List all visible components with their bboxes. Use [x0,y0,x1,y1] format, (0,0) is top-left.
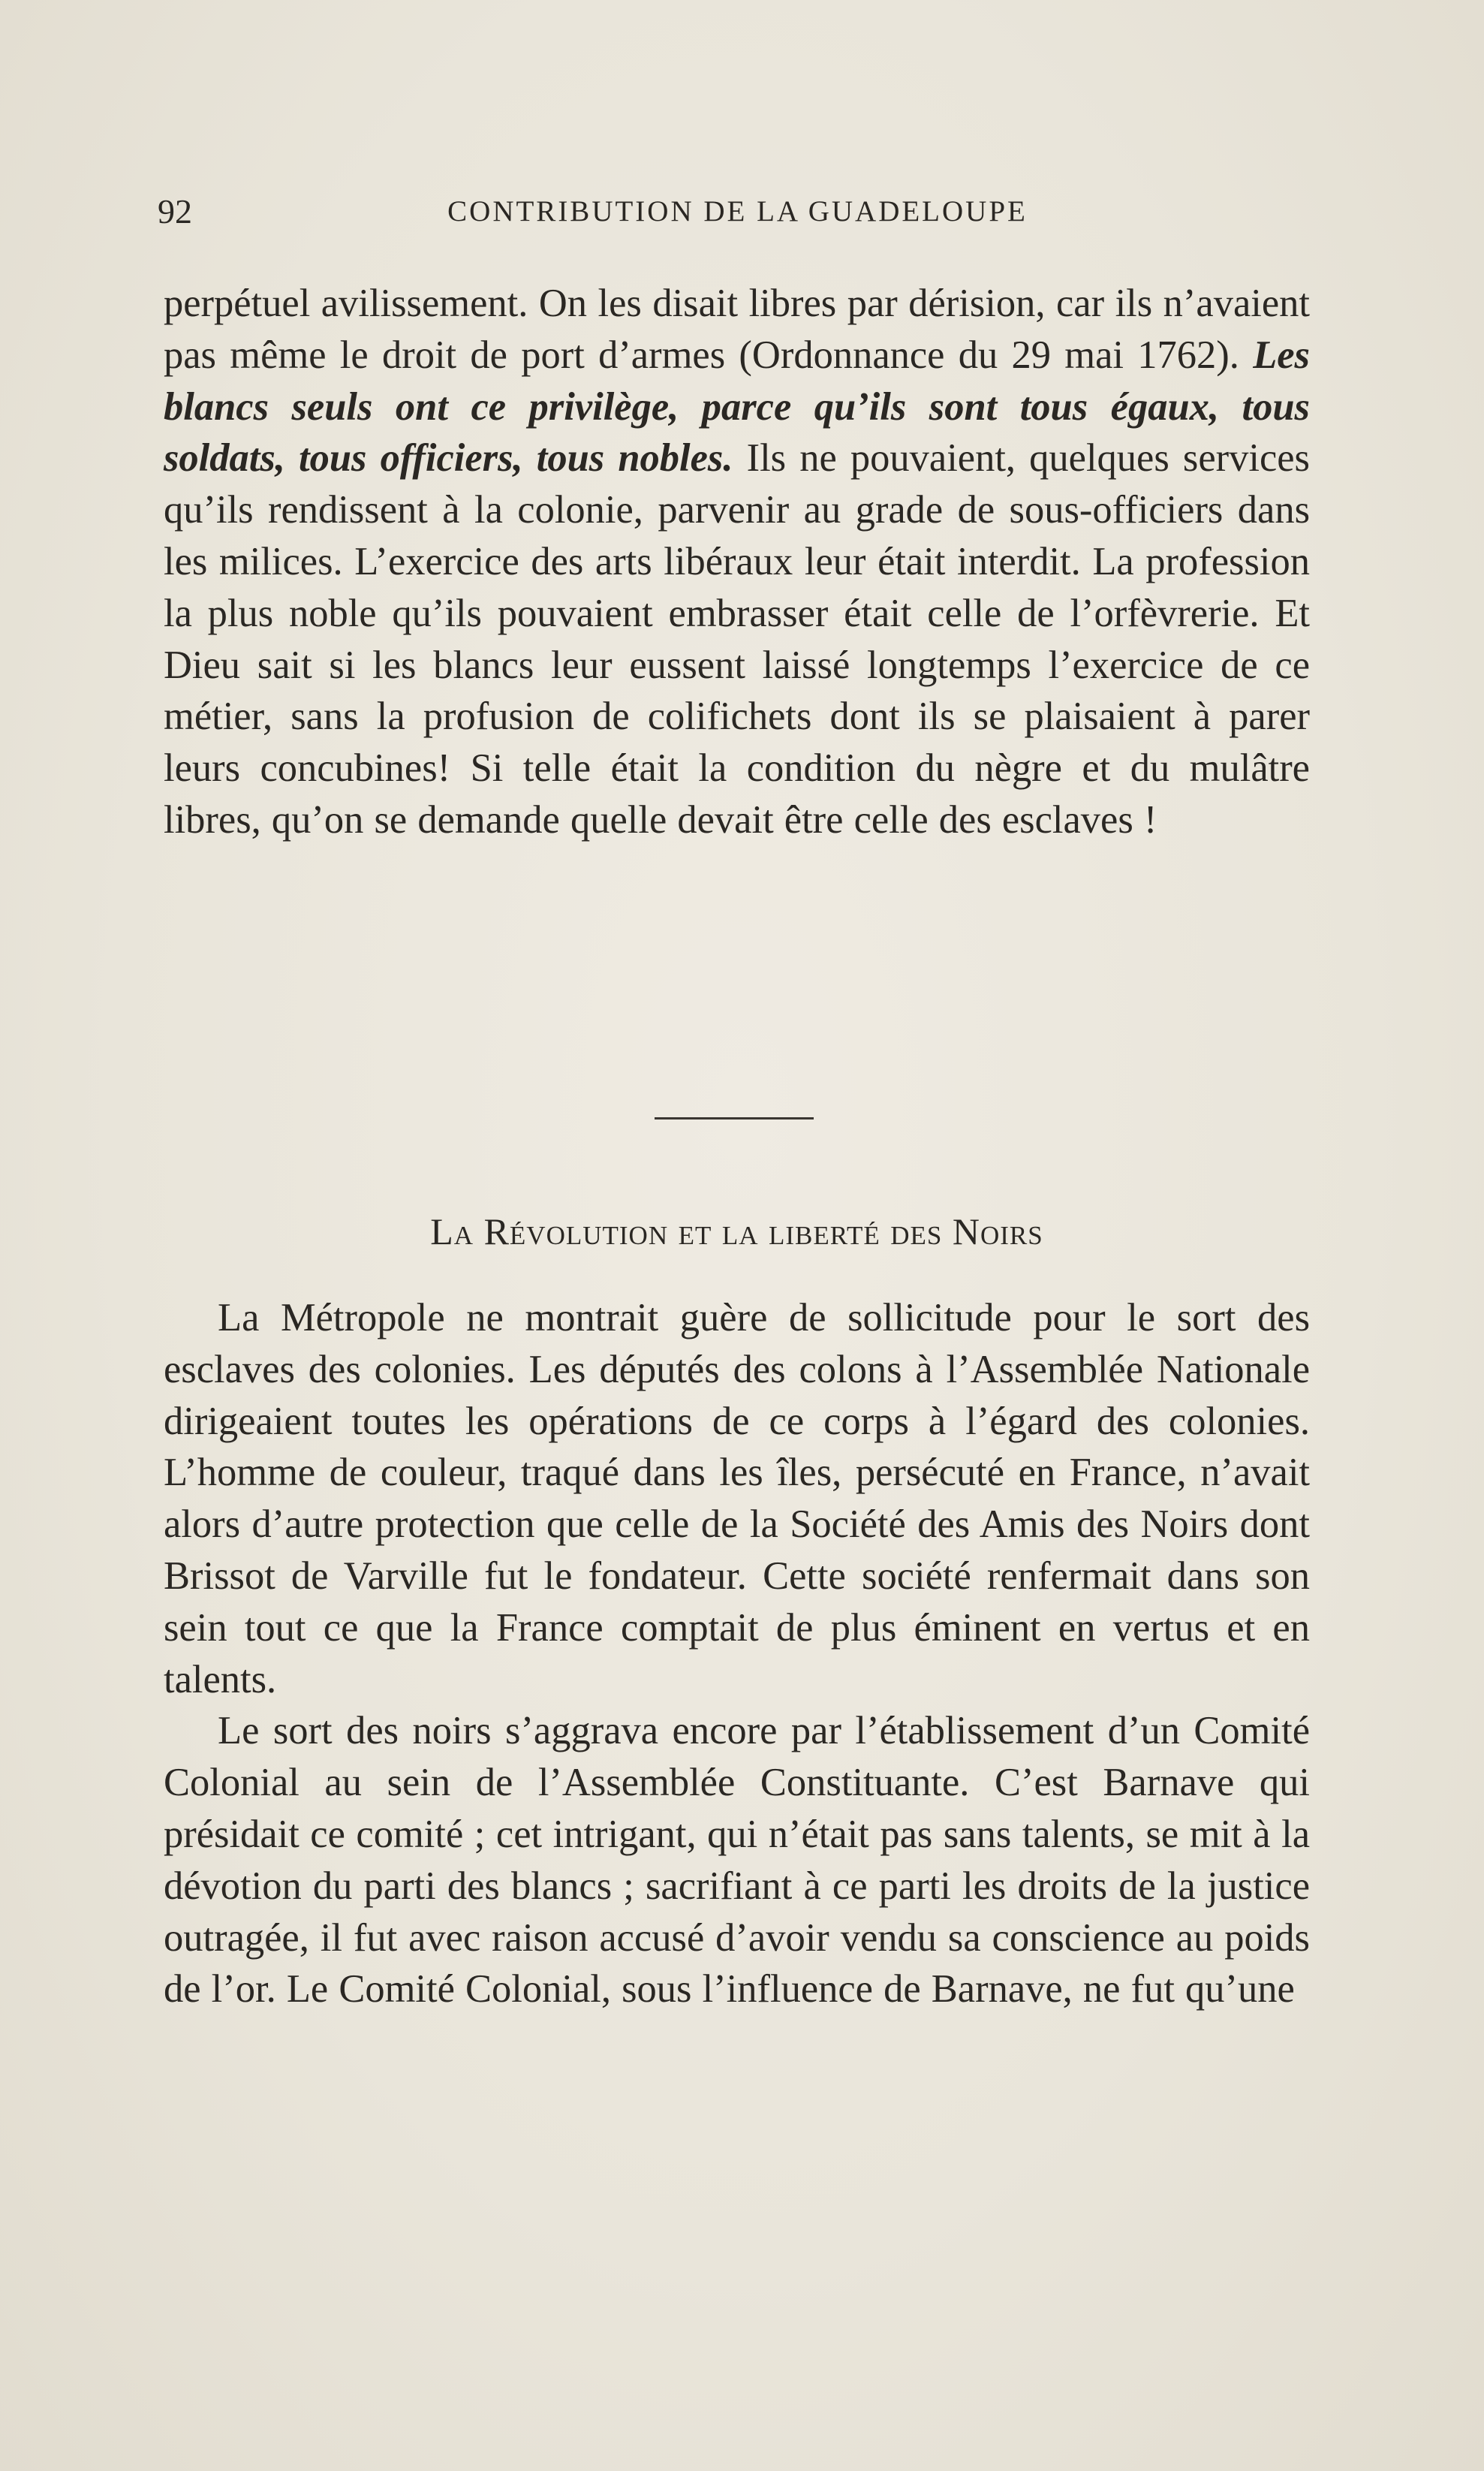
section-body [164,1292,1310,2015]
paragraph-2: La Métropole ne montrait guère de sollicitude pour le sort des esclaves des colonies. Les députés des colons à l’Assemblée Nationale dirigeaient toutes les opérations de ce corps à l’égard des colonies. L’homme de couleur, traqué dans les îles, persécuté en France, n’avait alors d’autre protection que celle de la Société des Amis des Noirs dont Brissot de Varville fut le fondateur. Cette société renfermait dans son sein tout ce que la France comptait de plus éminent en vertus et en talents. [164,1296,1310,1701]
paragraph-1-part-1: perpétuel avilissement. On les disait libres par dérision, car ils n’avaient pas même le droit de port d’armes (Ordonnance du 29 mai 1762). [164,282,1310,377]
running-title: CONTRIBUTION DE LA GUADELOUPE [447,195,1028,228]
paragraph-3: Le sort des noirs s’aggrava encore par l’établissement d’un Comité Colonial au sein de l’Assemblée Constituante. C’est Barnave qui présidait ce comité ; cet intrigant, qui n’était pas sans talents, se mit à la dévotion du parti des blancs ; sacrifiant à ce parti les droits de la justice outragée, il fut avec raison accusé d’avoir vendu sa conscience au poids de l’or. Le Comité Colonial, sous l’influence de Barnave, ne fut qu’une [164,1709,1310,2011]
paragraph-1-part-2: Ils ne pouvaient, quelques services qu’ils rendissent à la colonie, parvenir au grade de sous-officiers dans les milices. L’exercice des arts libéraux leur était interdit. La profession la plus noble qu’ils pouvaient embrasser était celle de l’orfèvrerie. Et Dieu sait si les blancs leur eussent laissé longtemps l’exercice de ce métier, sans la profusion de colifichets dont ils se plaisaient à parer leurs concubines! Si telle était la condition du nègre et du mulâtre libres, qu’on se demande quelle devait être celle des esclaves ! [164,436,1310,842]
page-number: 92 [158,192,192,231]
paragraph-1 [164,278,1310,846]
section-divider [655,1117,814,1119]
page-header [158,189,1317,234]
paragraph-continuation [164,278,1310,846]
paragraph-1-italic-quote: Les blancs seuls ont ce privilège, parce qu’ils sont tous égaux, tous soldats, tous officiers, tous nobles. [164,333,1310,481]
section-heading: La Révolution et la liberté des Noirs [430,1210,1043,1252]
